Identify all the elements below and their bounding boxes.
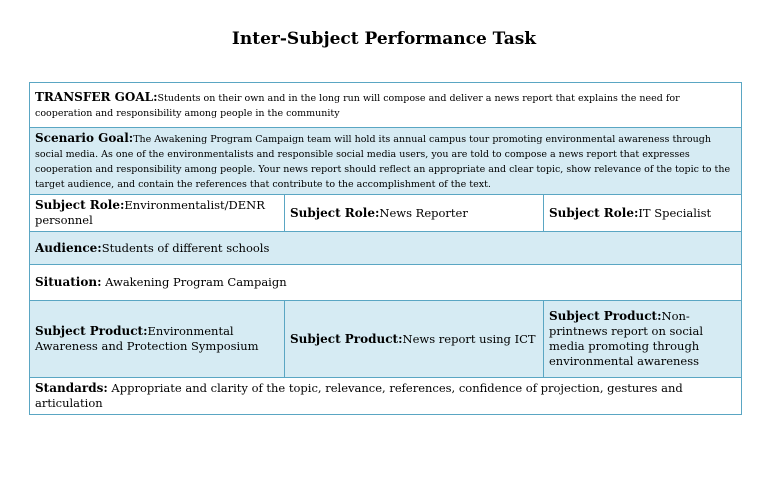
- subject-product-label: Subject Product:: [290, 331, 403, 346]
- subject-role-row: [30, 195, 742, 232]
- subject-product-value: News report using ICT: [402, 331, 536, 346]
- standards-value: Appropriate and clarity of the topic, relevance, references, confidence of projection, gestures and articulation: [35, 381, 683, 410]
- subject-role-cell-1: [30, 195, 285, 232]
- transfer-goal-row: [30, 83, 742, 128]
- subject-product-label: Subject Product:: [35, 324, 148, 338]
- situation-row: [30, 265, 742, 301]
- scenario-goal-row: [30, 128, 742, 195]
- subject-role-label: Subject Role:: [35, 198, 125, 212]
- subject-role-cell-2: [285, 195, 544, 232]
- standards-row: [30, 378, 742, 415]
- transfer-goal-label: TRANSFER GOAL:: [35, 90, 158, 104]
- subject-role-label: Subject Role:: [549, 205, 639, 220]
- audience-row: [30, 232, 742, 265]
- subject-product-value: Environmental Awareness and Protection Symposium: [35, 324, 259, 353]
- audience-cell: [30, 232, 742, 265]
- subject-product-cell-3: [544, 301, 742, 378]
- subject-product-value: Non-printnews report on social media promoting through environmental awareness: [549, 309, 704, 368]
- subject-role-cell-3: [544, 195, 742, 232]
- subject-role-value: IT Specialist: [638, 205, 712, 220]
- audience-label: Audience:: [35, 240, 102, 255]
- subject-role-value: Environmentalist/DENR personnel: [35, 198, 265, 227]
- page-title: Inter-Subject Performance Task: [231, 29, 537, 49]
- situation-cell: [30, 265, 742, 301]
- audience-value: Students of different schools: [101, 240, 270, 255]
- subject-product-label: Subject Product:: [549, 309, 662, 323]
- scenario-goal-label: Scenario Goal:: [35, 131, 134, 145]
- situation-value: Awakening Program Campaign: [101, 275, 287, 289]
- scenario-goal-cell: [30, 128, 742, 195]
- situation-label: Situation:: [35, 275, 102, 289]
- scenario-goal-text: The Awakening Program Campaign team will hold its annual campus tour promoting environmental awareness through social media. As one of the environmentalists and responsible social media users, you are told to compose a news report that expresses cooperation and responsibility among people. Your news report should reflect an appropriate and clear topic, show relevance of the topic to the target audience, and contain the references that contribute to the accomplishment of the text.: [35, 134, 731, 190]
- subject-role-value: News Reporter: [379, 205, 468, 220]
- subject-role-label: Subject Role:: [290, 205, 380, 220]
- subject-product-row: [30, 301, 742, 378]
- transfer-goal-cell: [30, 83, 742, 128]
- standards-label: Standards:: [35, 381, 108, 395]
- transfer-goal-text: Students on their own and in the long run will compose and deliver a news report that explains the need for cooperation and responsibility among people in the community: [35, 93, 680, 119]
- standards-cell: [30, 378, 742, 415]
- subject-product-cell-1: [30, 301, 285, 378]
- performance-task-table: [29, 82, 742, 415]
- subject-product-cell-2: [285, 301, 544, 378]
